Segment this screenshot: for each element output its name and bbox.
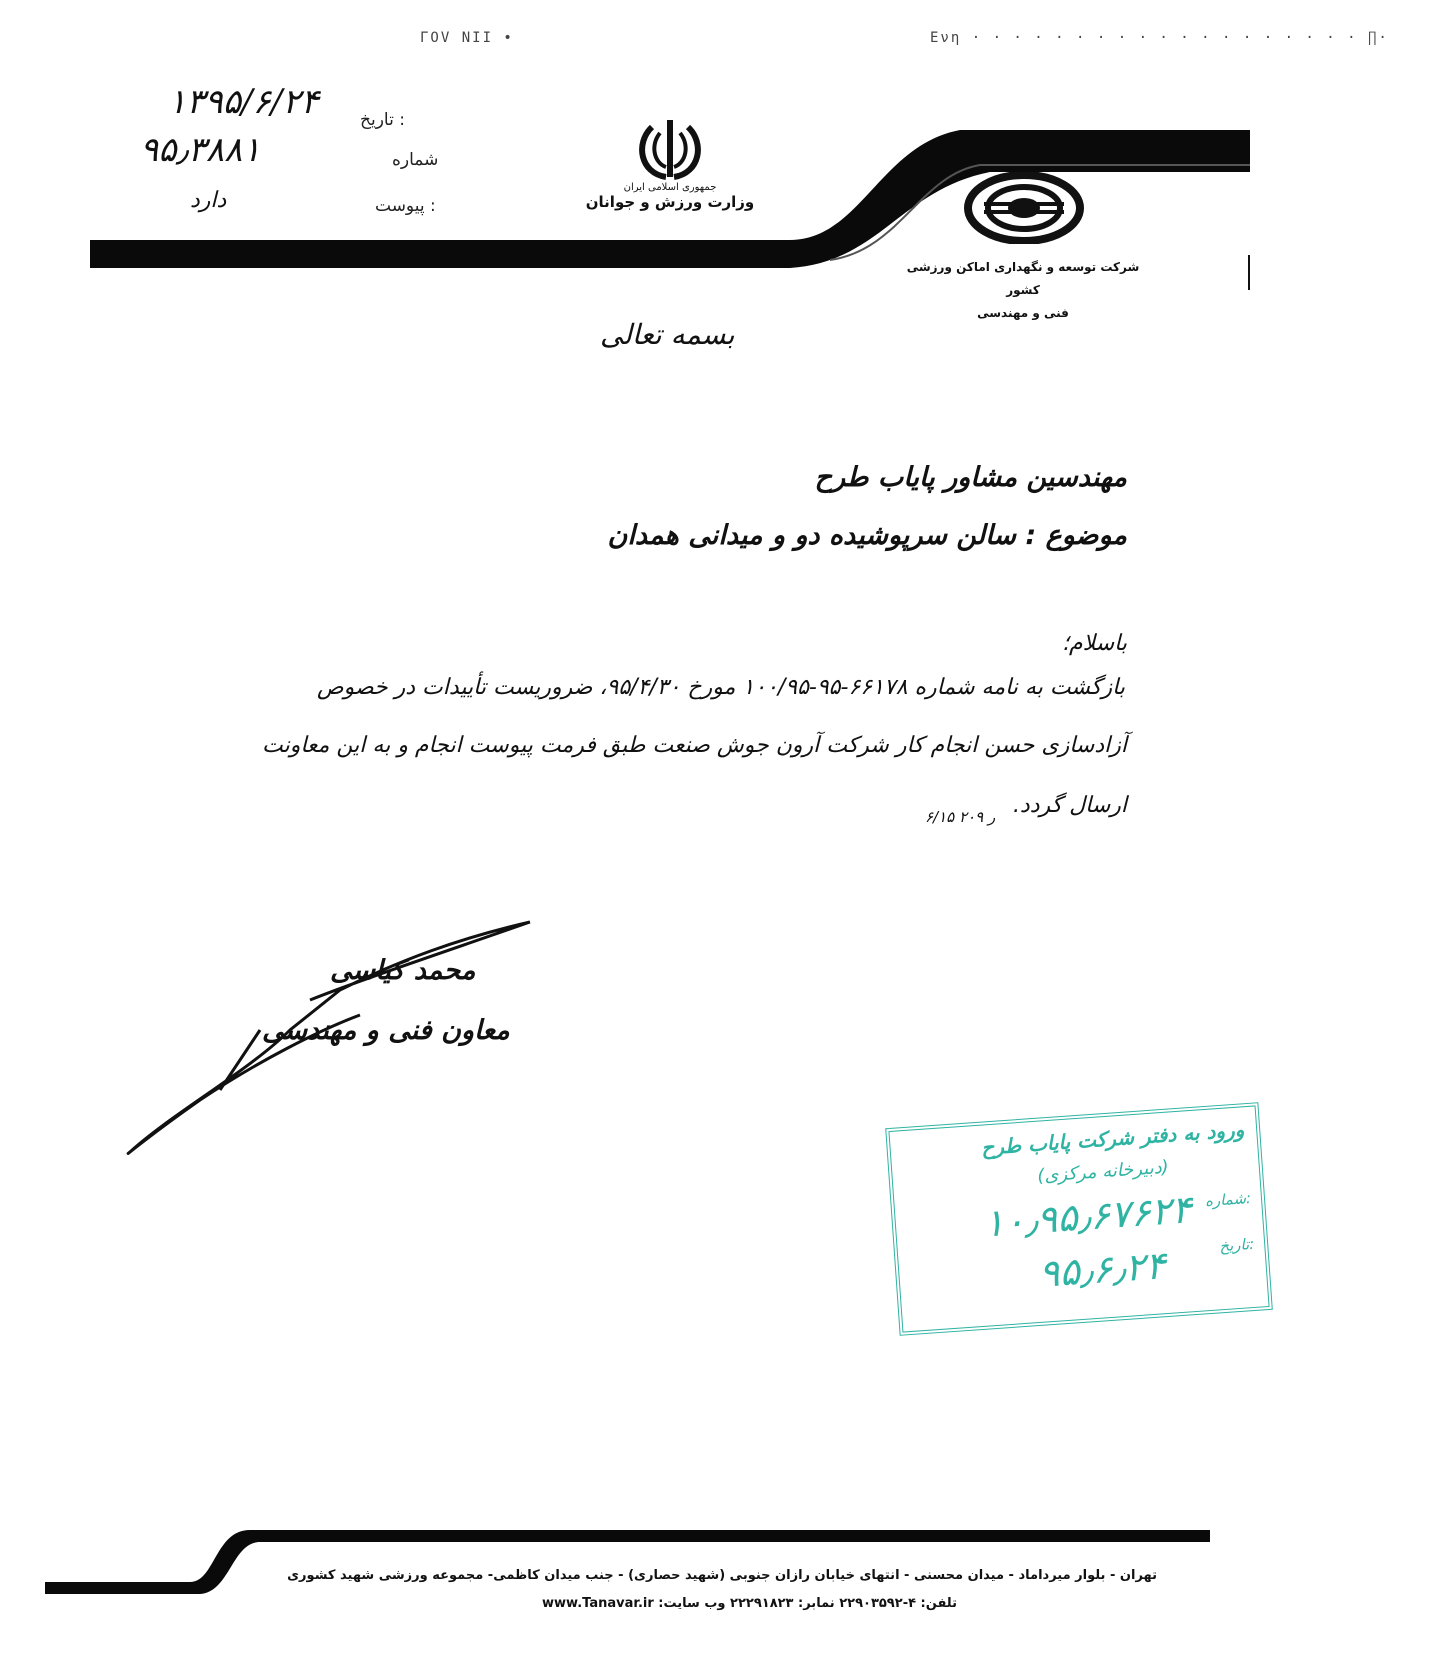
ministry-name: وزارت ورزش و جوانان (585, 193, 755, 211)
handwritten-note: ۶/۱۵ ۲۰۹ ر (925, 808, 996, 826)
handwritten-signature (110, 920, 540, 1160)
company-logo-icon (964, 172, 1084, 244)
body-line-2: آزادسازی حسن انجام کار شرکت آرون جوش صنعت طبق فرمت پیوست انجام و به این معاونت (261, 733, 1127, 758)
margin-mark (1248, 255, 1250, 290)
stamp-date-label: تاریخ: (1218, 1234, 1255, 1256)
company-department: فنی و مهندسی (977, 305, 1069, 320)
received-stamp (885, 1102, 1273, 1336)
iran-emblem-icon (630, 115, 710, 185)
fax-header-left: ΓΟV ΝΙΙ • (420, 30, 514, 46)
body-line-1: بازگشت به نامه شماره ۶۶۱۷۸-۹۵-۱۰۰/۹۵ مورخ ۹۵/۴/۳۰، ضروریست تأییدات در خصوص (317, 675, 1125, 700)
footer-contact: تلفن: ۴-۲۲۹۰۳۵۹۲ نمابر: ۲۲۲۹۱۸۲۳ وب سایت: www.Tanavar.ir (542, 1596, 957, 1611)
ministry-block (560, 182, 780, 211)
subject: موضوع : سالن سرپوشیده دو و میدانی همدان (607, 520, 1127, 551)
stamp-number-label: شماره: (1204, 1188, 1252, 1211)
company-name: شرکت توسعه و نگهداری اماکن ورزشی کشور (906, 260, 1140, 297)
invocation: بسمه تعالی (600, 318, 735, 351)
date-label: تاریخ : (360, 110, 405, 130)
signer-title: معاون فنی و مهندسی (262, 1015, 510, 1046)
ministry-country: جمهوری اسلامی ایران (623, 182, 717, 193)
body-line-3: ارسال گردد. (1012, 793, 1127, 818)
number-label: شماره (392, 150, 439, 170)
stamp-line-1: ورود به دفتر شرکت پایاب طرح (980, 1117, 1245, 1160)
greeting: باسلام؛ (1061, 631, 1127, 656)
company-block (888, 256, 1158, 324)
stamp-date-value: ۹۵٫۶٫۲۴ (1037, 1243, 1167, 1296)
attachment-label: پیوست : (375, 196, 436, 216)
footer-address: تهران - بلوار میرداماد - میدان محسنی - انتهای خیابان رازان جنوبی (شهید حصاری) - جنب میدان کاظمی- مجموعه ورزشی شهید کشوری (287, 1568, 1157, 1583)
number-value: ۹۵٫۳۸۸۱ (140, 130, 261, 170)
recipient: مهندسین مشاور پایاب طرح (814, 462, 1127, 493)
fax-header-right: Ενη · · · · · · · · · · · · · · · · · · · ∏· (930, 30, 1389, 46)
stamp-line-2: (دبیرخانه مرکزی) (1036, 1156, 1170, 1187)
attachment-value: دارد (190, 188, 227, 213)
stamp-number-value: ۱۰٫۹۵٫۶۷۶۲۴ (982, 1187, 1194, 1246)
date-value: ۱۳۹۵/۶/۲۴ (168, 82, 319, 122)
signer-name: محمد کیاسی (330, 955, 476, 986)
